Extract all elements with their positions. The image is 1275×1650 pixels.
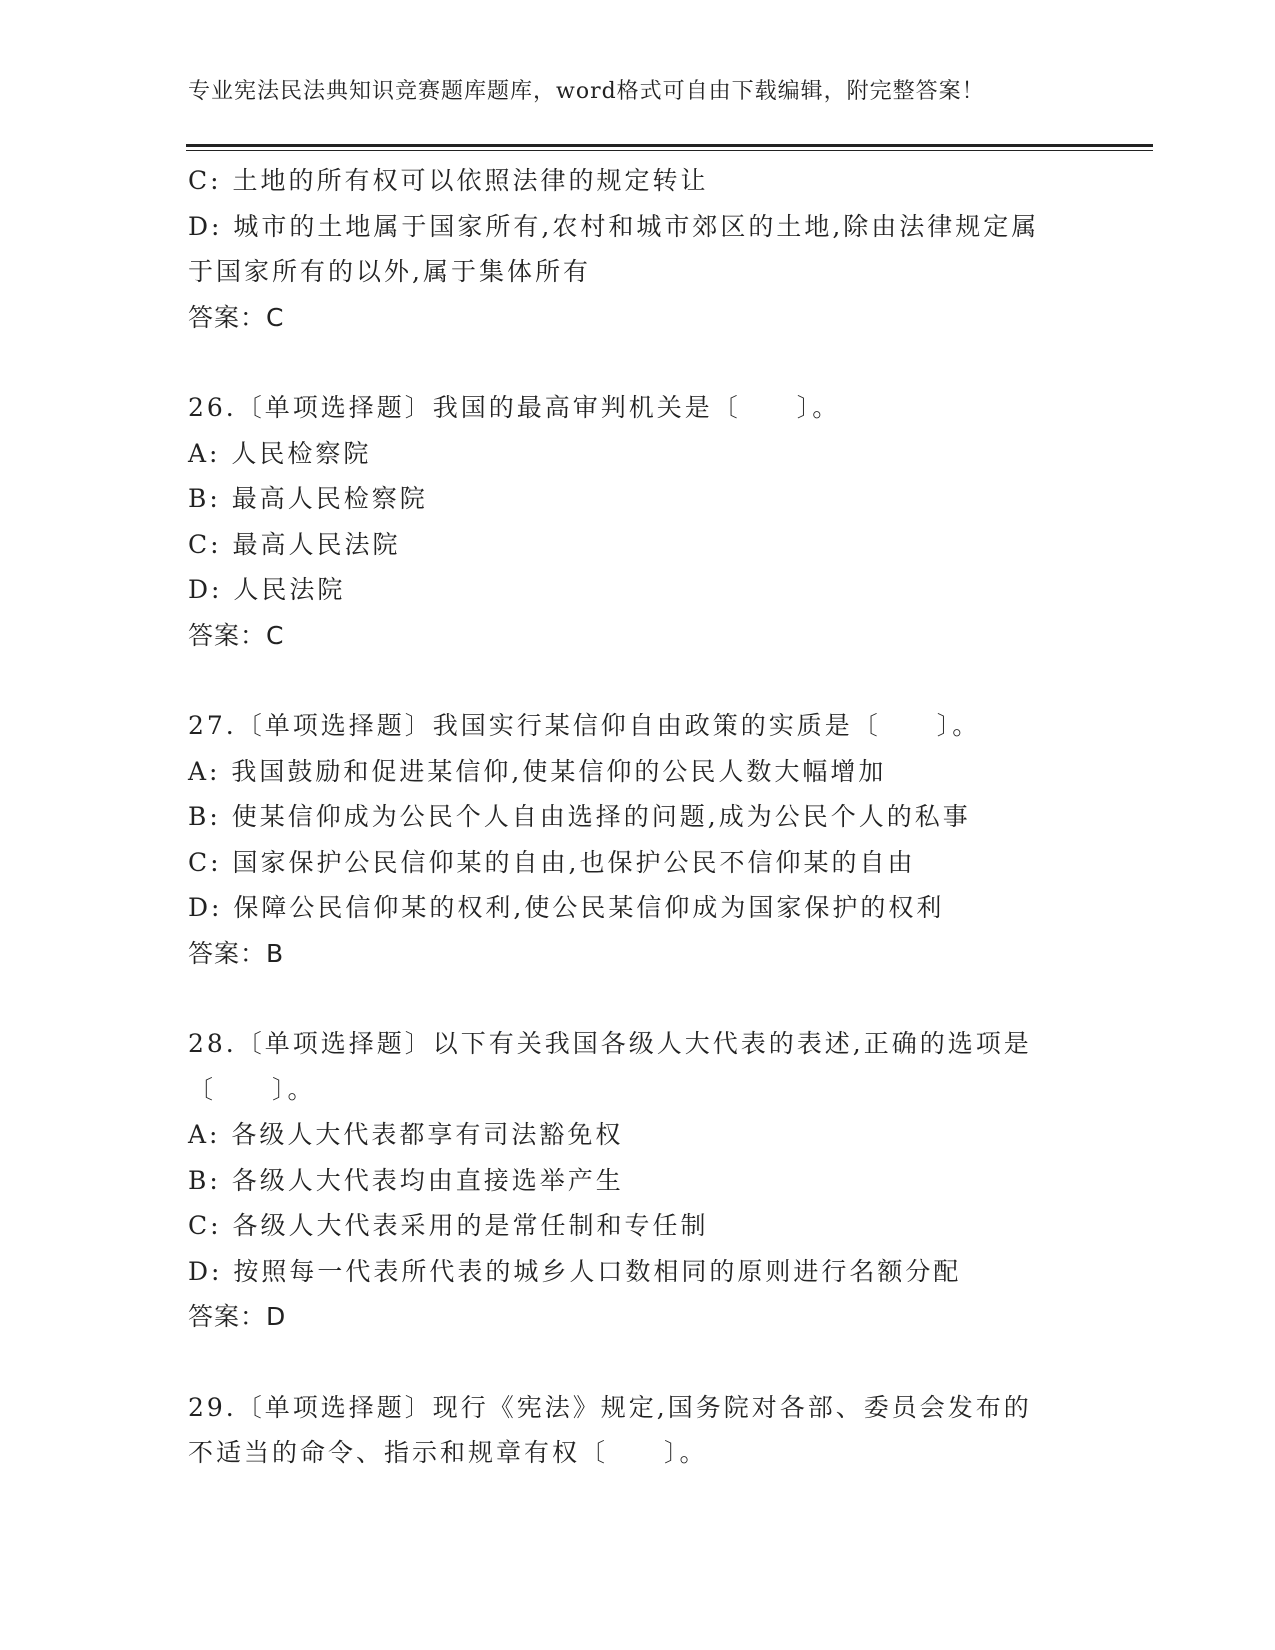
question-stem-line-2: 〔 〕。 — [188, 1074, 316, 1104]
spacer — [188, 1340, 1088, 1385]
question-stem-line-1: 29.〔单项选择题〕现行《宪法》规定,国务院对各部、委员会发布的 — [188, 1392, 1032, 1422]
question-content — [188, 158, 1088, 1476]
option-d: D: 保障公民信仰某的权利,使公民某信仰成为国家保护的权利 — [188, 893, 945, 922]
option-c: C: 各级人大代表采用的是常任制和专任制 — [188, 1211, 709, 1240]
option-b: B: 使某信仰成为公民个人自由选择的问题,成为公民个人的私事 — [188, 802, 971, 831]
option-c: C: 土地的所有权可以依照法律的规定转让 — [188, 166, 709, 195]
option-d: D: 按照每一代表所代表的城乡人口数相同的原则进行名额分配 — [188, 1256, 962, 1286]
option-b: B: 最高人民检察院 — [188, 484, 428, 513]
option-d: D: 人民法院 — [188, 575, 346, 604]
option-c: C: 国家保护公民信仰某的自由,也保护公民不信仰某的自由 — [188, 847, 916, 877]
page-header: 专业宪法民法典知识竞赛题库题库，word格式可自由下载编辑，附完整答案！ — [188, 79, 985, 104]
option-a: A: 各级人大代表都享有司法豁免权 — [188, 1120, 624, 1149]
option-a: A: 人民检察院 — [188, 438, 372, 468]
answer: 答案：D — [188, 1302, 287, 1331]
option-c: C: 最高人民法院 — [188, 529, 401, 559]
option-a: A: 我国鼓励和促进某信仰,使某信仰的公民人数大幅增加 — [188, 756, 887, 786]
answer: 答案：C — [188, 302, 285, 332]
question-stem-line-2: 不适当的命令、指示和规章有权〔 〕。 — [188, 1438, 708, 1467]
spacer — [188, 976, 1088, 1021]
question-stem-line-1: 28.〔单项选择题〕以下有关我国各级人大代表的表述,正确的选项是 — [188, 1029, 1032, 1058]
question-stem: 27.〔单项选择题〕我国实行某信仰自由政策的实质是〔 〕。 — [188, 711, 981, 740]
spacer — [188, 658, 1088, 703]
question-stem: 26.〔单项选择题〕我国的最高审判机关是〔 〕。 — [188, 393, 841, 422]
option-d-line-1: D: 城市的土地属于国家所有,农村和城市郊区的土地,除由法律规定属 — [188, 211, 1040, 241]
header-rule-thin — [186, 150, 1153, 151]
answer: 答案：B — [188, 938, 285, 968]
answer: 答案：C — [188, 620, 285, 650]
header-rule-thick — [186, 144, 1153, 147]
spacer — [188, 340, 1088, 385]
option-d-line-2: 于国家所有的以外,属于集体所有 — [188, 257, 591, 286]
option-b: B: 各级人大代表均由直接选举产生 — [188, 1165, 624, 1195]
